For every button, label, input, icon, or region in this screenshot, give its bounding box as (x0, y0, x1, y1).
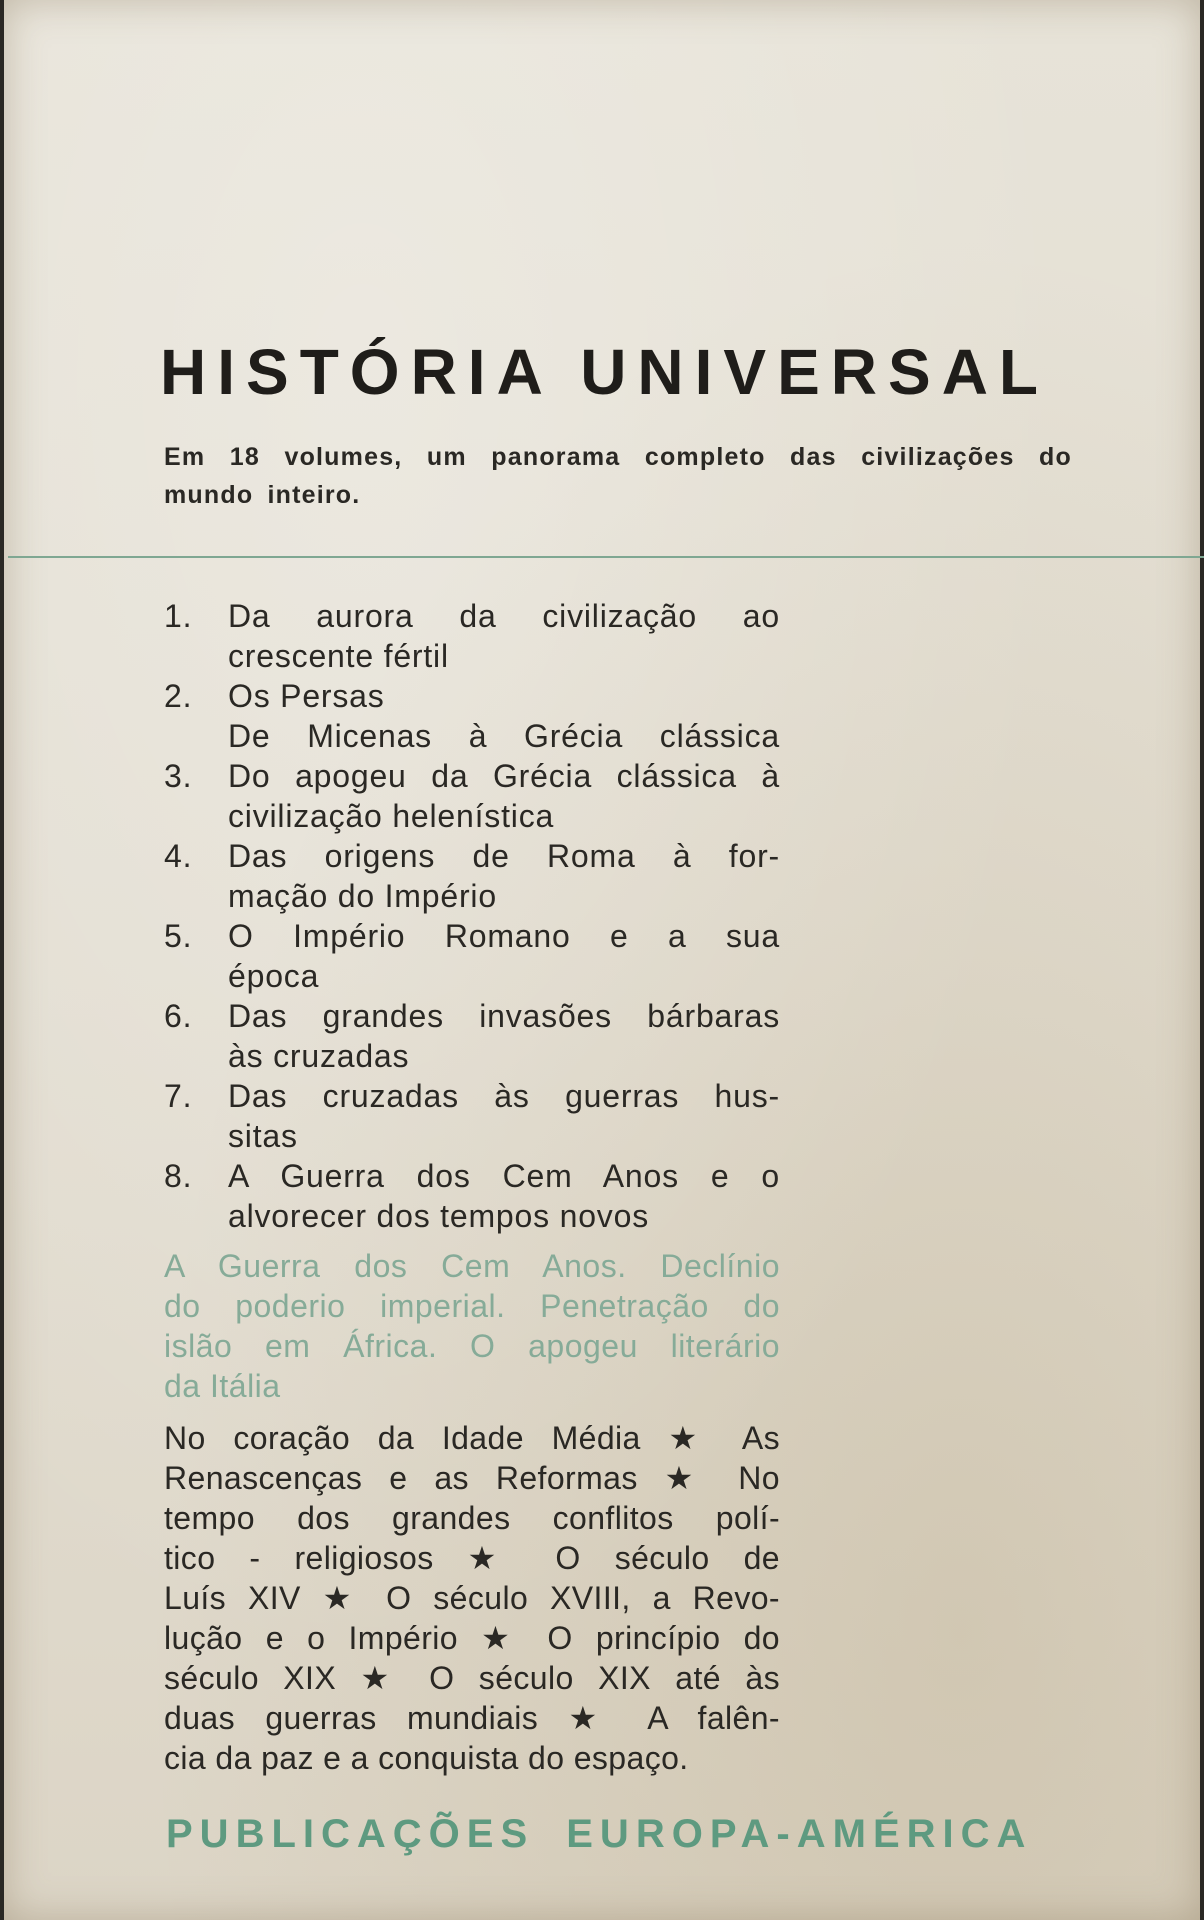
subtitle-line: mundo inteiro. (164, 481, 361, 509)
volume-number: 5. (164, 918, 193, 954)
volume-title (228, 916, 780, 996)
volume-title-line: De Micenas à Grécia clássica (228, 718, 780, 754)
volume-number: 8. (164, 1158, 193, 1194)
later-volumes-line: No coração da Idade Média ★ As (164, 1420, 780, 1456)
volume-title-line: Das grandes invasões bárbaras (228, 998, 780, 1034)
volume-title-line: às cruzadas (228, 1038, 410, 1074)
volume-title (228, 836, 780, 916)
volume-title (228, 1076, 780, 1156)
volume-title-line: mação do Império (228, 878, 497, 914)
series-subtitle (164, 438, 1072, 514)
volume-title-line: sitas (228, 1118, 298, 1154)
volume-title-line: Da aurora da civilização ao (228, 598, 780, 634)
later-volumes-line: tico - religiosos ★ O século de (164, 1540, 780, 1576)
volume-number: 7. (164, 1078, 193, 1114)
book-back-cover (4, 0, 1200, 1920)
volume-number: 4. (164, 838, 193, 874)
volume-item (164, 756, 780, 836)
volume-title-line: O Império Romano e a sua (228, 918, 780, 954)
volume-title-line: Das origens de Roma à for- (228, 838, 780, 874)
volume-title-line: Das cruzadas às guerras hus- (228, 1078, 780, 1114)
volume-item (164, 1156, 780, 1236)
volume-title-line: Do apogeu da Grécia clássica à (228, 758, 780, 794)
series-title: HISTÓRIA UNIVERSAL (160, 336, 1049, 408)
publisher-name: PUBLICAÇÕES EUROPA-AMÉRICA (166, 1812, 1033, 1856)
later-volumes-line: cia da paz e a conquista do espaço. (164, 1740, 689, 1776)
volume-title-line: A Guerra dos Cem Anos e o (228, 1158, 780, 1194)
volume-title (228, 996, 780, 1076)
volume-number: 2. (164, 678, 193, 714)
later-volumes-line: duas guerras mundiais ★ A falên- (164, 1700, 780, 1736)
volume-title (228, 756, 780, 836)
divider-rule (8, 556, 1204, 558)
volume-title-line: civilização helenística (228, 798, 555, 834)
volume-8-description (164, 1246, 780, 1406)
volume-title-line: Os Persas (228, 678, 385, 714)
description-line: da Itália (164, 1368, 281, 1404)
later-volumes-line: tempo dos grandes conflitos polí- (164, 1500, 780, 1536)
volume-title (228, 596, 780, 676)
volume-item (164, 676, 780, 756)
later-volumes-line: Luís XIV ★ O século XVIII, a Revo- (164, 1580, 780, 1616)
subtitle-line: Em 18 volumes, um panorama completo das civilizações do (164, 443, 1072, 471)
volume-item (164, 836, 780, 916)
volume-list (164, 596, 780, 1236)
volume-title-line: época (228, 958, 320, 994)
volume-title (228, 1156, 780, 1236)
volume-item (164, 996, 780, 1076)
volume-item (164, 596, 780, 676)
later-volumes-line: lução e o Império ★ O princípio do (164, 1620, 780, 1656)
description-line: A Guerra dos Cem Anos. Declínio (164, 1248, 780, 1284)
volume-item (164, 1076, 780, 1156)
volume-title-line: crescente fértil (228, 638, 449, 674)
later-volumes-list (164, 1418, 780, 1778)
volume-title-line: alvorecer dos tempos novos (228, 1198, 650, 1234)
volume-item (164, 916, 780, 996)
description-line: islão em África. O apogeu literário (164, 1328, 780, 1364)
later-volumes-line: século XIX ★ O século XIX até às (164, 1660, 780, 1696)
volume-number: 1. (164, 598, 193, 634)
volume-title (228, 676, 780, 756)
description-line: do poderio imperial. Penetração do (164, 1288, 780, 1324)
volume-number: 3. (164, 758, 193, 794)
volume-number: 6. (164, 998, 193, 1034)
later-volumes-line: Renascenças e as Reformas ★ No (164, 1460, 780, 1496)
